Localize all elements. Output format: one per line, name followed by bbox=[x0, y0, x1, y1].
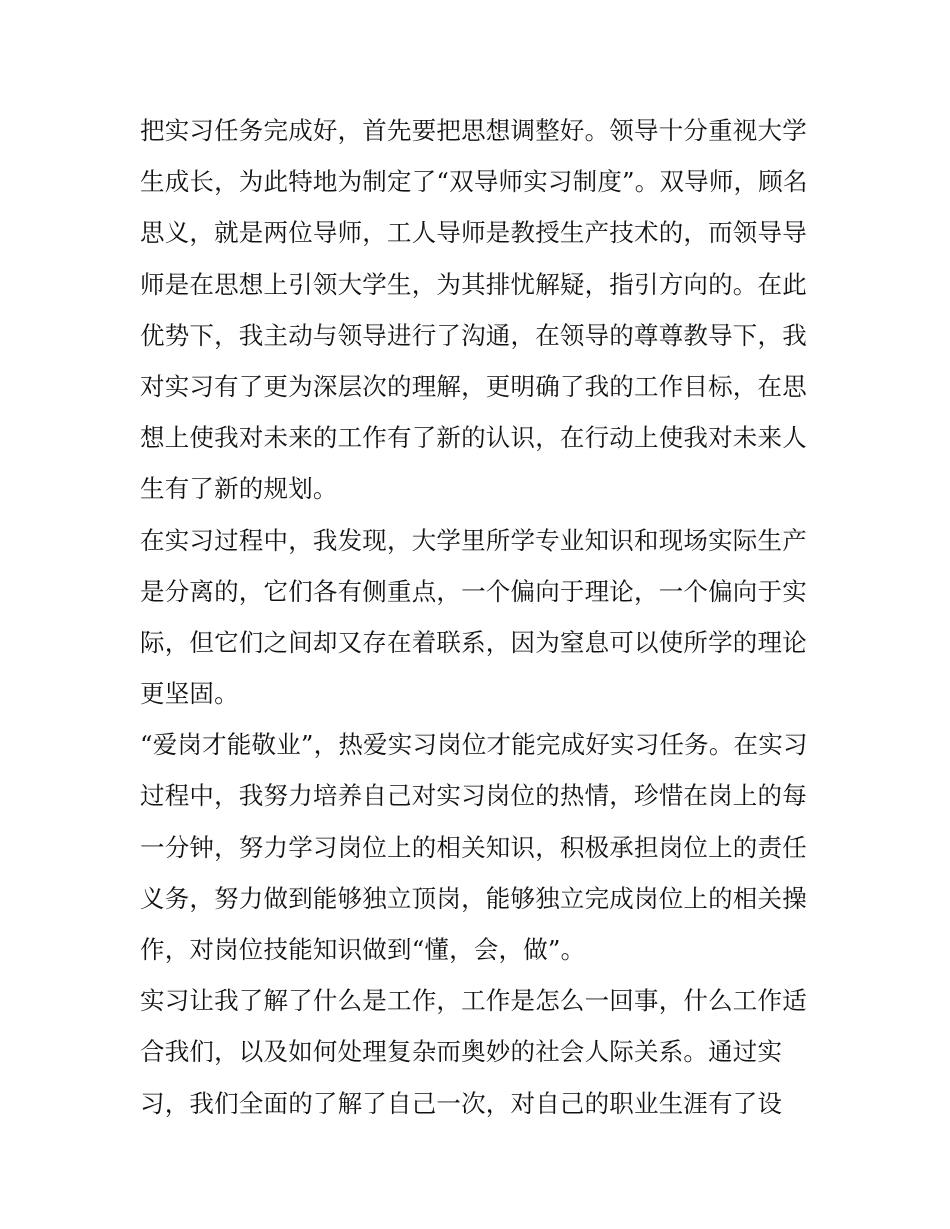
text-line: 过程中，我努力培养自己对实习岗位的热情，珍惜在岗上的每 bbox=[140, 781, 807, 811]
paragraph-3 bbox=[140, 719, 820, 975]
text-line: 师是在思想上引领大学生，为其排忧解疑，指引方向的。在此 bbox=[140, 269, 807, 299]
text-line: 习，我们全面的了解了自己一次，对自己的职业生涯有了设 bbox=[140, 1088, 783, 1118]
text-line: 义务，努力做到能够独立顶岗，能够独立完成岗位上的相关操 bbox=[140, 883, 807, 913]
text-line: 实习让我了解了什么是工作，工作是怎么一回事，什么工作适 bbox=[140, 986, 807, 1016]
paragraph-1 bbox=[140, 105, 820, 515]
text-line: 际，但它们之间却又存在着联系，因为窒息可以使所学的理论 bbox=[140, 627, 807, 657]
text-line: 合我们，以及如何处理复杂而奥妙的社会人际关系。通过实 bbox=[140, 1037, 783, 1067]
text-line: 想上使我对未来的工作有了新的认识，在行动上使我对未来人 bbox=[140, 423, 807, 453]
text-line: 优势下，我主动与领导进行了沟通，在领导的尊尊教导下，我 bbox=[140, 320, 807, 350]
text-line: 是分离的，它们各有侧重点，一个偏向于理论，一个偏向于实 bbox=[140, 576, 807, 606]
text-line: 在实习过程中，我发现，大学里所学专业知识和现场实际生产 bbox=[140, 525, 807, 555]
paragraph-4 bbox=[140, 975, 820, 1129]
document-body bbox=[140, 105, 820, 1129]
text-line: 更坚固。 bbox=[140, 679, 239, 709]
text-line: 一分钟，努力学习岗位上的相关知识，积极承担岗位上的责任 bbox=[140, 832, 807, 862]
text-line: 生成长，为此特地为制定了“双导师实习制度”。双导师，顾名 bbox=[140, 167, 808, 197]
text-line: 对实习有了更为深层次的理解，更明确了我的工作目标，在思 bbox=[140, 371, 807, 401]
text-line: 作，对岗位技能知识做到“懂，会，做”。 bbox=[140, 935, 586, 964]
text-line: 生有了新的规划。 bbox=[140, 474, 338, 504]
text-line: 把实习任务完成好，首先要把思想调整好。领导十分重视大学 bbox=[140, 116, 807, 145]
text-line: 思义，就是两位导师，工人导师是教授生产技术的，而领导导 bbox=[140, 218, 807, 248]
paragraph-2 bbox=[140, 515, 820, 720]
text-line: “爱岗才能敬业”，热爱实习岗位才能完成好实习任务。在实习 bbox=[140, 730, 808, 760]
